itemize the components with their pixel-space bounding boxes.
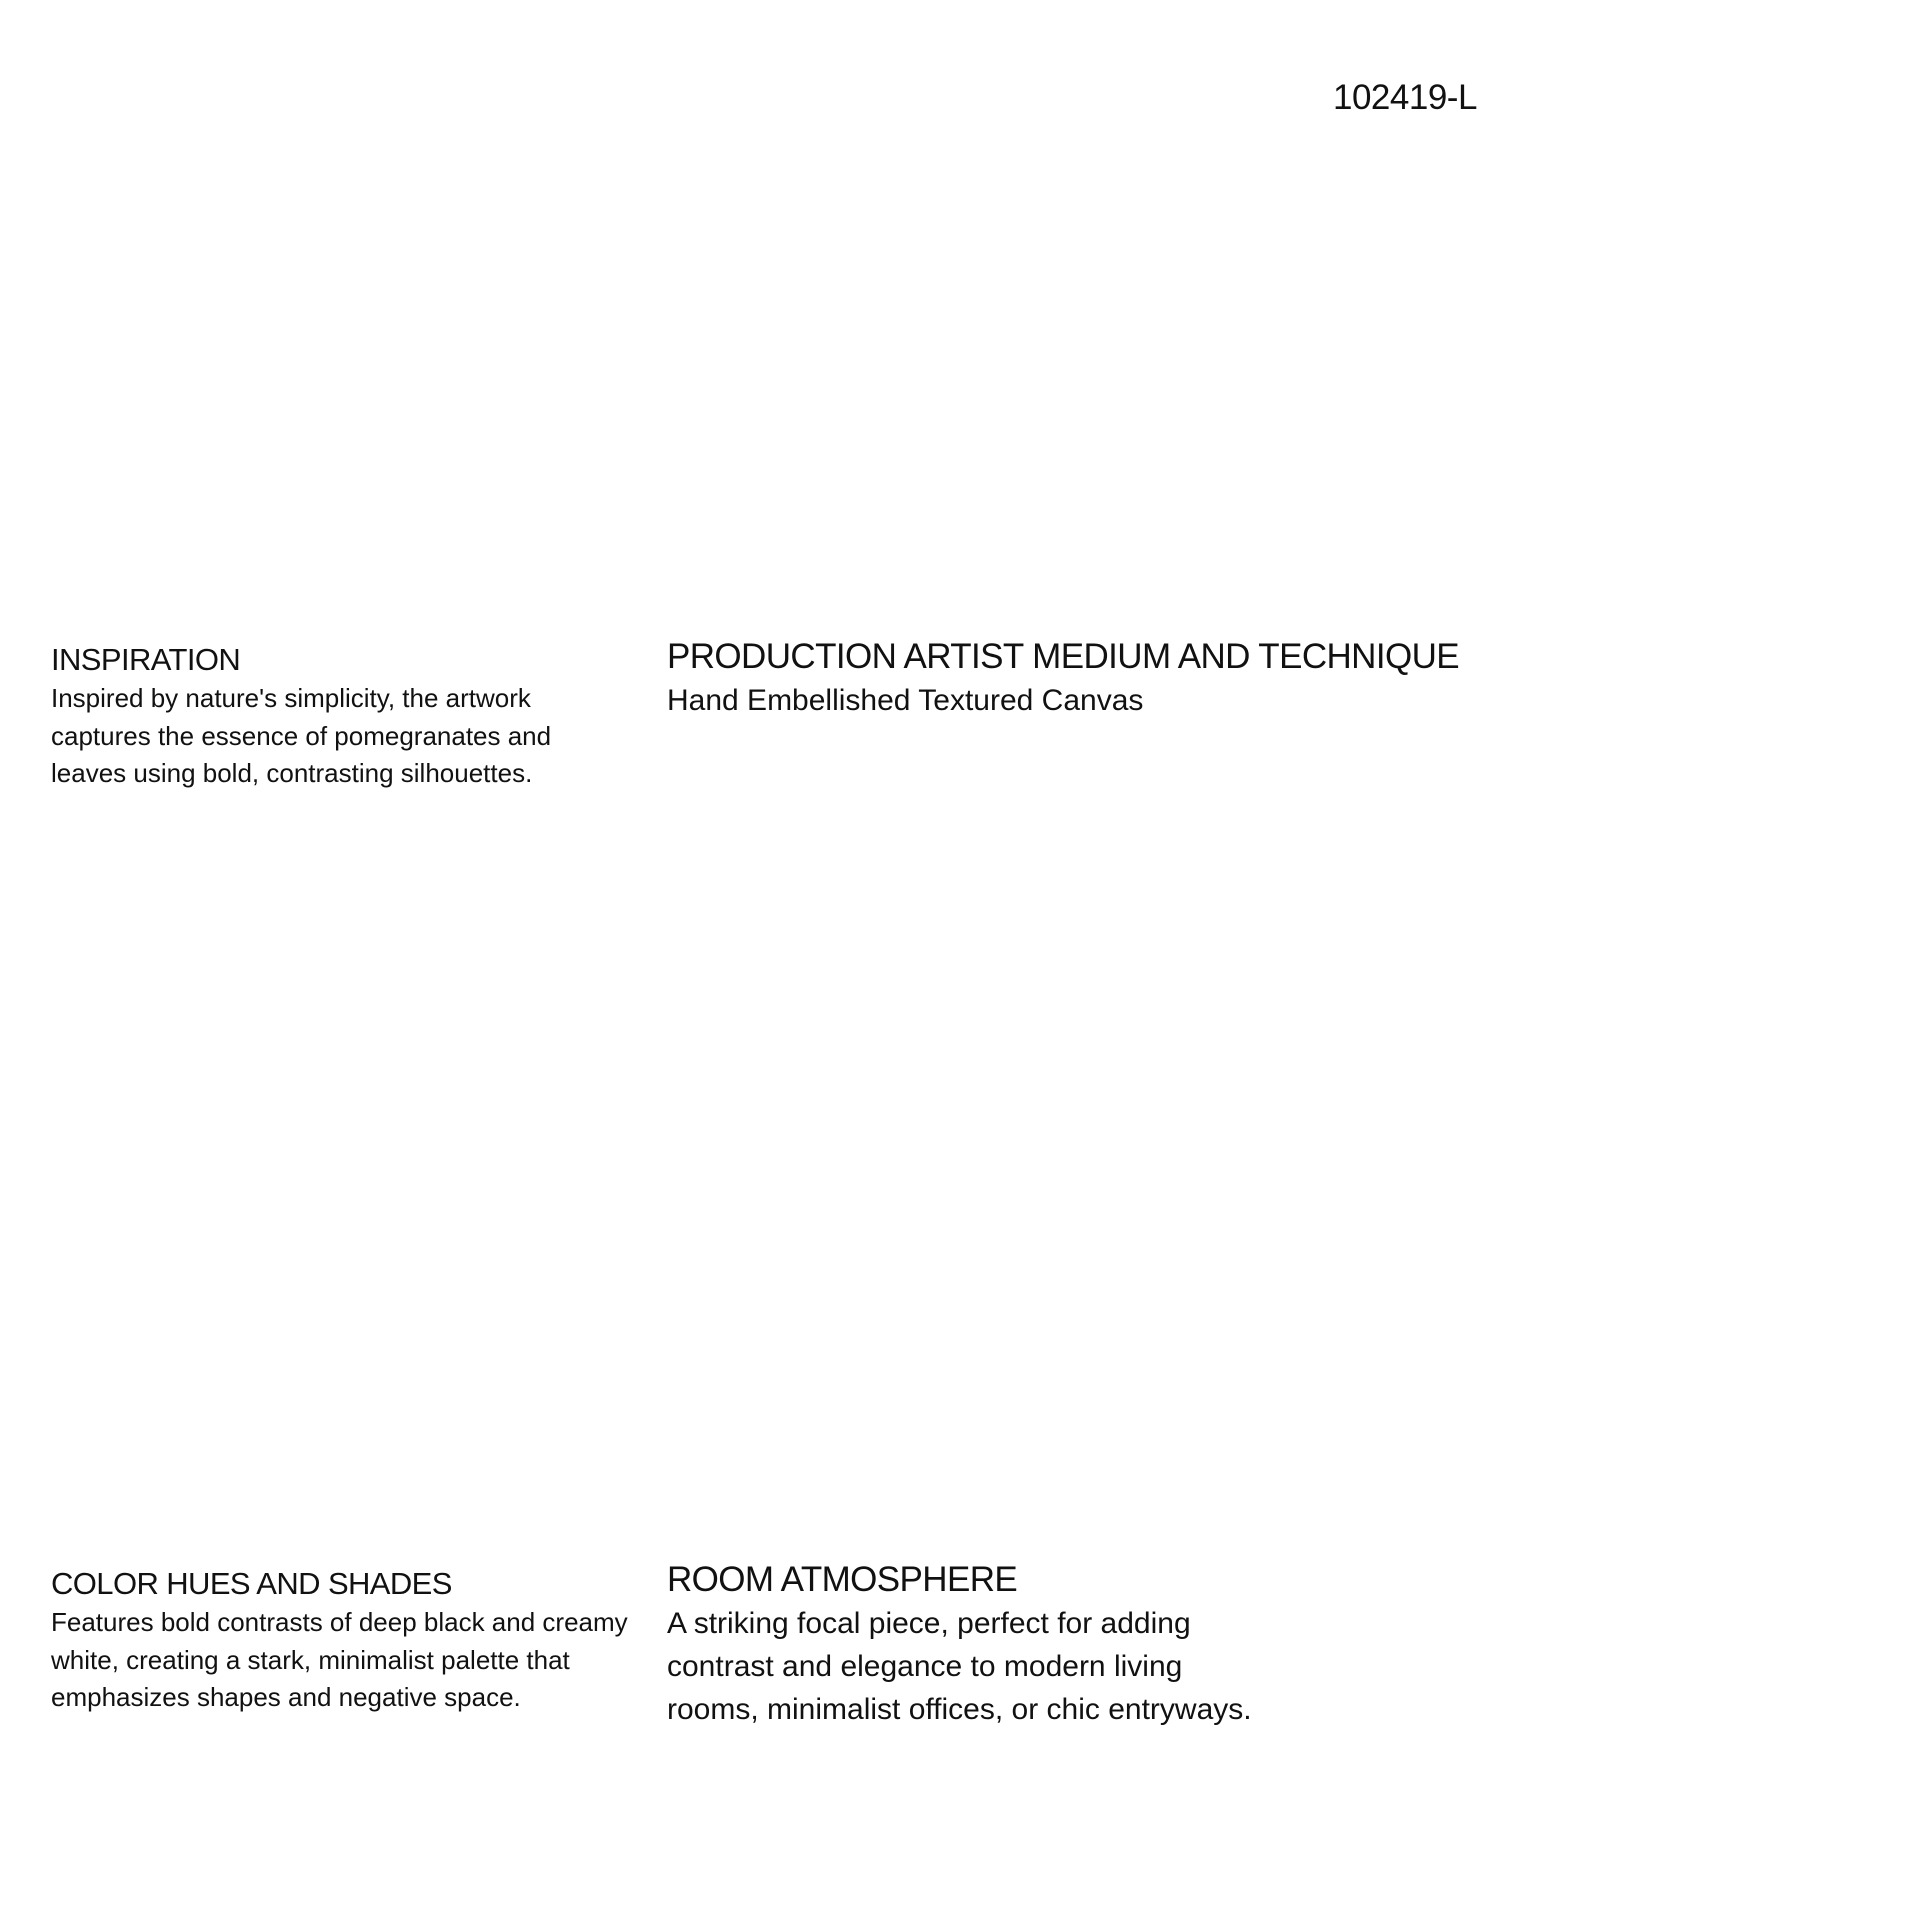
medium-technique-heading: PRODUCTION ARTIST MEDIUM AND TECHNIQUE	[667, 637, 1460, 676]
medium-technique-text: Hand Embellished Textured Canvas	[667, 683, 1144, 717]
product-sku: 102419-L	[1333, 78, 1477, 117]
room-atmosphere-text: A striking focal piece, perfect for adding contrast and elegance to modern living rooms, minimalist offices, or chic entryways.	[667, 1606, 1252, 1726]
inspiration-text: Inspired by nature's simplicity, the artwork captures the essence of pomegranates and leaves using bold, contrasting silhouettes.	[51, 683, 552, 789]
inspiration-section	[51, 643, 631, 793]
inspiration-heading: INSPIRATION	[51, 642, 241, 677]
color-hues-heading: COLOR HUES AND SHADES	[51, 1566, 452, 1601]
room-atmosphere-heading: ROOM ATMOSPHERE	[667, 1560, 1018, 1599]
room-atmosphere-section	[667, 1561, 1267, 1731]
medium-technique-section	[667, 638, 1667, 722]
color-hues-text: Features bold contrasts of deep black and creamy white, creating a stark, minimalist palette that emphasizes shapes and negative space.	[51, 1607, 628, 1713]
color-hues-section	[51, 1567, 631, 1717]
